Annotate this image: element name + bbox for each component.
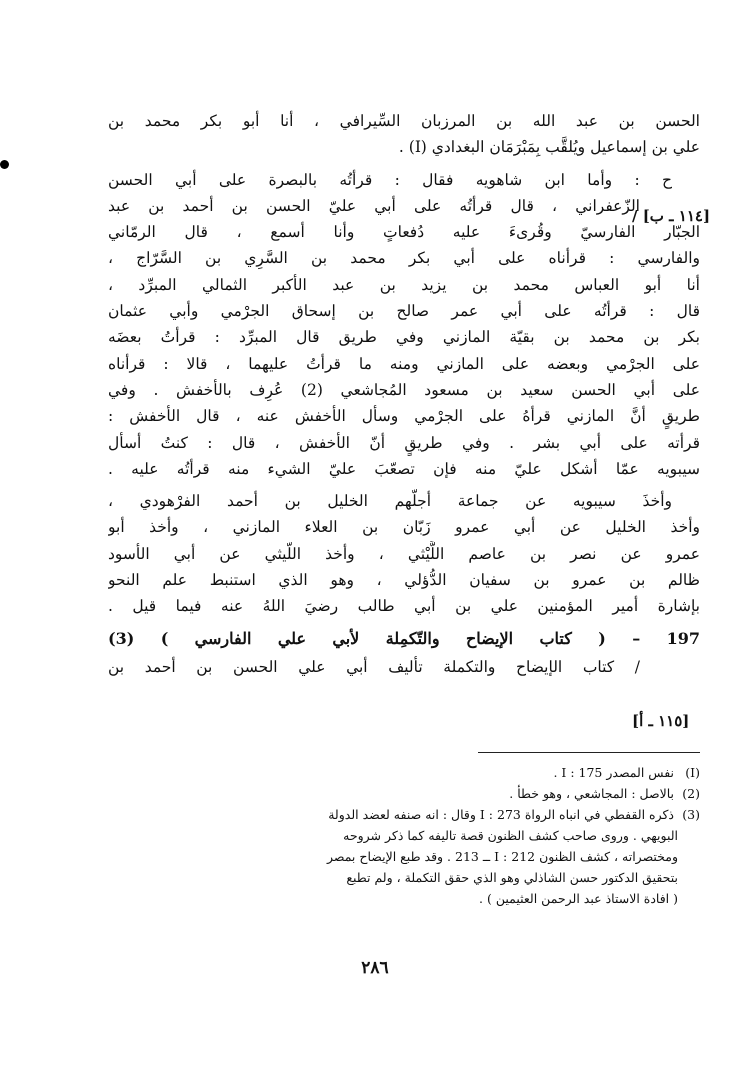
footnote <box>108 783 700 804</box>
footnote-continuation: البويهي . وروى صاحب كشف الظنون قصة تاليفه كما ذكر شروحه <box>343 828 678 843</box>
text-line: والفارسي : قرأناه على أبي بكر محمد بن السَّرِي بن السَّرّاج ، <box>108 249 700 268</box>
text-line: قرأته على أبي بشر . وفي طريقٍ أنّ الأخفش ، قال : كنتُ أسأل <box>108 433 700 452</box>
text-line: أنا أبو العباس محمد بن يزيد بن عبد الأكبر الثمالي المبرِّد ، <box>108 275 700 294</box>
text-line: على الجرْمي وبعضه على المازني ومنه ما قرأتُ عليهما ، قالا : قرأناه <box>108 354 700 373</box>
entry-heading: 197 – ( كتاب الإيضاح والتّكمِلة لأبي علي الفارسي ) (3) <box>108 628 700 648</box>
text-line: ظالم بن عمرو بن سفيان الدُّؤلي ، وهو الذي استنبط علم النحو <box>108 571 700 590</box>
text-line: سيبويه عمّا أشكل عليّ منه فإن تصعّبَ عليّ الشيء منه قرأتُه عليه . <box>108 459 700 478</box>
footnote-continuation: ( افادة الاستاذ عبد الرحمن العثيمين ) . <box>479 891 678 906</box>
text-line: قال : قرأتُه على أبي عمر صالح بن إسحاق الجرْمي وأبي عثمان <box>108 302 700 321</box>
text-line: ح : وأما ابن شاهويه فقال : قرأتُه بالبصرة على أبي الحسن <box>108 170 672 189</box>
footnote-text: نفس المصدر I : 175 . <box>553 765 675 780</box>
text-line: علي بن إسماعيل ويُلقَّب بِمَبْرَمَان البغدادي (I) . <box>398 138 700 157</box>
footnote-number: (2) <box>682 786 700 801</box>
footnote-text: بالاصل : المجاشعي ، وهو خطأ . <box>509 786 675 801</box>
text-line: عمرو عن نصر بن عاصم اللَّيْثي ، وأخذ اللّيثي عن أبي الأسود <box>108 544 700 563</box>
page-number: ٢٨٦ <box>361 958 389 978</box>
main-text <box>108 108 700 680</box>
text-line: بإشارة أمير المؤمنين علي بن أبي طالب رضيَ اللهُ عنه فيما قيل . <box>108 597 700 616</box>
text-line: وأخذَ سيبويه عن جماعة أجلّهم الخليل بن أحمد الفرْهودي ، <box>108 492 672 511</box>
footnotes <box>108 762 700 909</box>
text-line: الجبّار الفارسيّ وقُرىءَ عليه دُفعاتٍ وأنا أسمع ، قال الرمّاني <box>108 223 700 242</box>
text-line: الزّعفراني ، قال قرأتُه على أبي عليّ الحسن بن أحمد بن عبد <box>108 196 640 215</box>
ink-speck <box>0 160 9 169</box>
text-line: وأخذ الخليل عن أبي عمرو زَبّان بن العلاء المازني ، وأخذ أبو <box>108 518 700 537</box>
text-line: على أبي الحسن سعيد بن مسعود المُجاشعي (2) عُرِف بالأخفش . وفي <box>108 380 700 399</box>
footnote-continuation: بتحقيق الدكتور حسن الشاذلي وهو الذي حقق التكملة ، ولم تطبع <box>346 870 678 885</box>
text-line: الحسن بن عبد الله بن المرزبان السِّيرافي ، أنا أبو بكر محمد بن <box>108 112 700 130</box>
footnote-divider <box>478 752 700 753</box>
entry-line: / كتاب الإيضاح والتكملة تأليف أبي علي الحسن بن أحمد بن <box>108 657 640 676</box>
text-line: طريقٍ أنَّ المازني قرأهُ على الجرْمي وسأل الأخفش عنه ، قال الأخفش : <box>108 407 700 426</box>
footnote-number: (I) <box>685 765 700 780</box>
footnote-number: (3) <box>682 807 700 822</box>
footnote <box>108 762 700 783</box>
margin-ref-114b: [١١٤ ـ ب] / <box>632 207 711 225</box>
footnote <box>108 804 700 825</box>
text-line: بكر بن محمد بن بقيّة المازني وفي طريق قال المبرِّد : قرأتُ بعضَه <box>108 328 700 347</box>
footnote-text: ذكره القفطي في انباه الرواة I : 273 وقال : انه صنفه لعضد الدولة <box>328 807 675 822</box>
margin-ref-115a: [١١٥ ـ أ] <box>632 712 690 730</box>
footnote-continuation: ومختصراته ، كشف الظنون I : 212 ــ 213 . وقد طبع الإيضاح بمصر <box>326 849 678 864</box>
